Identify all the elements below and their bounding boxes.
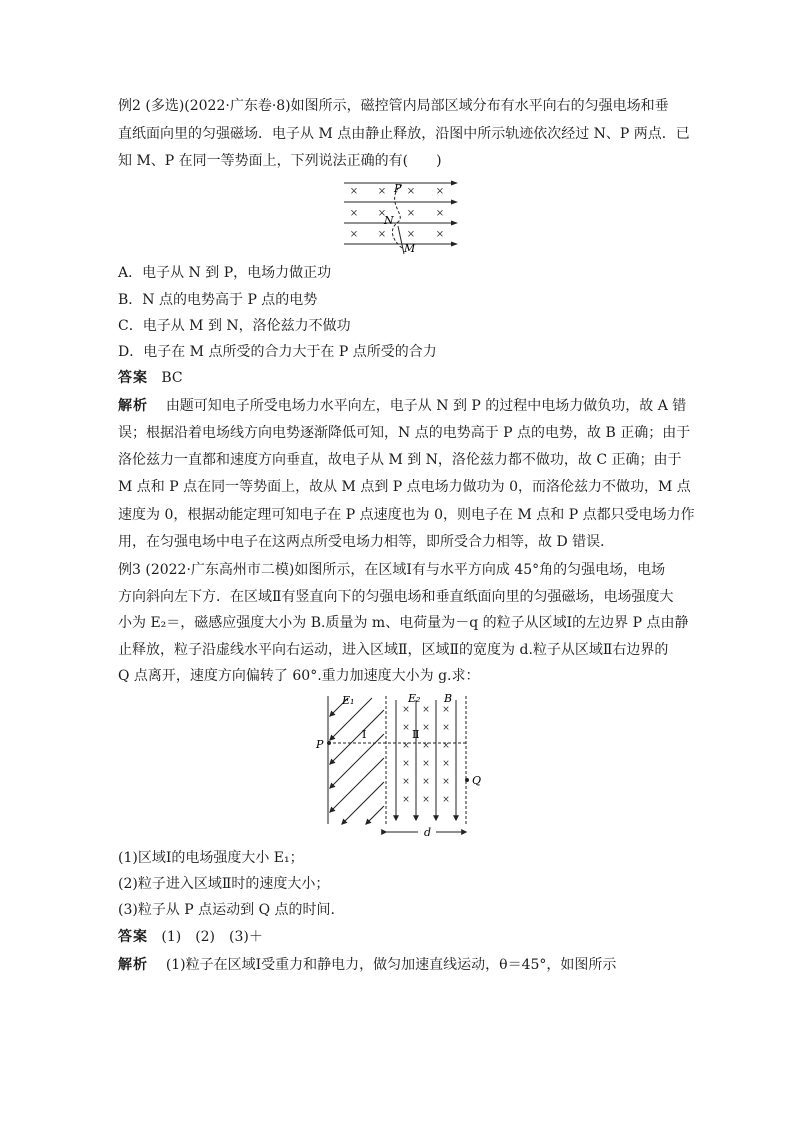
- region1-label: Ⅰ: [362, 728, 367, 741]
- svg-text:×: ×: [422, 723, 430, 733]
- svg-text:×: ×: [349, 186, 359, 197]
- width-d-label: d: [424, 826, 432, 839]
- region2-label: Ⅱ: [412, 728, 420, 741]
- svg-text:×: ×: [442, 777, 450, 787]
- example3-stem-line-2: 方向斜向左下方．在区域Ⅱ有竖直向下的匀强电场和垂直纸面向里的匀强磁场，电场强度大: [118, 589, 674, 605]
- magnetron-figure: [342, 178, 462, 260]
- answer-value: BC: [161, 370, 183, 386]
- option-b: B．N 点的电势高于 P 点的电势: [118, 292, 318, 308]
- point-p-label: P: [394, 182, 402, 195]
- svg-text:×: ×: [402, 741, 410, 751]
- svg-text:×: ×: [442, 705, 450, 715]
- svg-text:×: ×: [442, 759, 450, 769]
- svg-text:×: ×: [435, 229, 445, 240]
- svg-text:×: ×: [402, 723, 410, 733]
- point-q-label: Q: [472, 774, 482, 787]
- answer-value: (1) (2) (3)＋: [161, 929, 263, 945]
- svg-text:×: ×: [377, 208, 387, 219]
- analysis-label: 解析: [118, 957, 148, 973]
- option-a: A．电子从 N 到 P，电场力做正功: [118, 265, 332, 281]
- answer-label: 答案: [118, 929, 148, 945]
- analysis-text: (1)粒子在区域Ⅰ受重力和静电力，做匀加速直线运动，θ＝45°，如图所示: [165, 957, 617, 973]
- e1-label: E₁: [342, 694, 355, 707]
- svg-text:×: ×: [422, 705, 430, 715]
- question-3: (3)粒子从 P 点运动到 Q 点的时间.: [118, 902, 335, 918]
- example3-stem-line-5: Q 点离开，速度方向偏转了 60°.重力加速度大小为 g.求：: [118, 668, 480, 684]
- svg-text:×: ×: [406, 229, 416, 240]
- example2-analysis-line-4: M 点和 P 点在同一等势面上，故从 M 点到 P 点电场力做功为 0，而洛伦兹力不做功，M 点: [118, 479, 691, 495]
- svg-text:×: ×: [349, 229, 359, 240]
- example3-stem-line-4: 止释放，粒子沿虚线水平向右运动，进入区域Ⅱ，区域Ⅱ的宽度为 d.粒子从区域Ⅱ右边界的: [118, 642, 669, 658]
- region2-magnetic-marks: [402, 705, 450, 805]
- svg-text:×: ×: [377, 229, 387, 240]
- e2-label: E₂: [408, 692, 421, 705]
- example3-answer: [118, 927, 263, 947]
- example2-stem-line-1: 例2 (多选)(2022·广东卷·8)如图所示，磁控管内局部区域分布有水平向右的匀强电场和垂: [118, 98, 669, 114]
- svg-text:×: ×: [435, 186, 445, 197]
- point-n-label: N: [384, 214, 394, 227]
- point-m-label: M: [404, 242, 416, 255]
- svg-text:×: ×: [402, 777, 410, 787]
- point-p-dot: [327, 741, 331, 745]
- svg-text:×: ×: [402, 759, 410, 769]
- option-d: D．电子在 M 点所受的合力大于在 P 点所受的合力: [118, 344, 437, 360]
- svg-text:×: ×: [402, 795, 410, 805]
- example2-stem-line-3: 知 M、P 在同一等势面上，下列说法正确的有( ): [118, 153, 442, 169]
- svg-text:×: ×: [422, 741, 430, 751]
- example2-analysis-line-3: 洛伦兹力一直都和速度方向垂直，故电子从 M 到 N，洛伦兹力都不做功，故 C 正确；由于: [118, 452, 682, 468]
- svg-text:×: ×: [442, 795, 450, 805]
- example3-analysis-line-1: [118, 955, 616, 975]
- example2-stem-line-2: 直纸面向里的匀强磁场．电子从 M 点由静止释放，沿图中所示轨迹依次经过 N、P 两点．已: [118, 126, 690, 142]
- analysis-label: 解析: [118, 398, 148, 414]
- svg-text:×: ×: [442, 741, 450, 751]
- svg-text:×: ×: [422, 795, 430, 805]
- region1-field-lines: [330, 698, 384, 824]
- svg-text:×: ×: [442, 723, 450, 733]
- example2-analysis-line-1: [118, 396, 686, 416]
- answer-label: 答案: [118, 370, 148, 386]
- example2-answer: [118, 368, 183, 388]
- field-arrowheads: [451, 181, 458, 247]
- example3-stem-line-3: 小为 E₂＝，磁感应强度大小为 B.质量为 m、电荷量为－q 的粒子从区域Ⅰ的左边界 P 点由静: [118, 615, 689, 631]
- svg-text:×: ×: [406, 186, 416, 197]
- example2-analysis-line-5: 速度为 0，根据动能定理可知电子在 P 点速度也为 0，则电子在 M 点和 P 点都只受电场力作: [118, 507, 695, 523]
- question-1: (1)区域Ⅰ的电场强度大小 E₁；: [118, 850, 304, 866]
- svg-text:×: ×: [402, 705, 410, 715]
- svg-text:×: ×: [349, 208, 359, 219]
- example2-analysis-line-6: 用，在匀强电场中电子在这两点所受电场力相等，即所受合力相等，故 D 错误．: [118, 534, 615, 550]
- analysis-text: 由题可知电子所受电场力水平向左，电子从 N 到 P 的过程中电场力做负功，故 A 错: [165, 398, 687, 414]
- question-2: (2)粒子进入区域Ⅱ时的速度大小；: [118, 876, 330, 892]
- point-p-label: P: [316, 738, 324, 751]
- svg-text:×: ×: [406, 208, 416, 219]
- example2-analysis-line-2: 误；根据沿着电场线方向电势逐渐降低可知，N 点的电势高于 P 点的电势，故 B 正确；由于: [118, 425, 691, 441]
- example3-stem-line-1: 例3 (2022·广东高州市二模)如图所示，在区域Ⅰ有与水平方向成 45°角的匀强电场，电场: [118, 562, 666, 578]
- svg-text:×: ×: [377, 186, 387, 197]
- option-c: C．电子从 M 到 N，洛伦兹力不做功: [118, 318, 351, 334]
- b-label: B: [444, 692, 453, 705]
- field-regions-figure: [312, 690, 492, 840]
- svg-text:×: ×: [422, 777, 430, 787]
- svg-text:×: ×: [435, 208, 445, 219]
- point-q-dot: [465, 778, 469, 782]
- svg-text:×: ×: [422, 759, 430, 769]
